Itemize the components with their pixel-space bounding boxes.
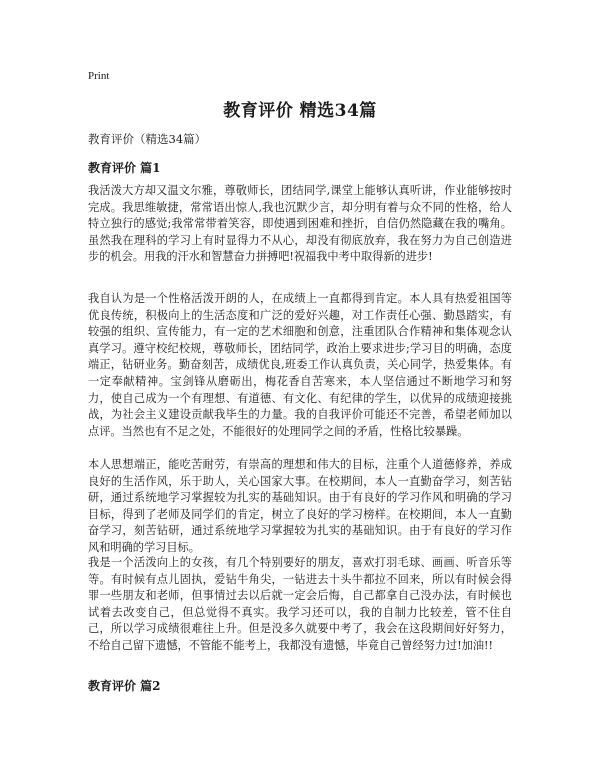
paragraph-1: 我活泼大方却又温文尔雅，尊敬师长，团结同学,课堂上能够认真听讲，作业能够按时完成。我思维敏捷，常常语出惊人,我也沉默少言，却分明有着与众不同的性格，给人特立独行的感觉;我常常带着笑容，即使遇到困难和挫折，自信仍然隐藏在我的嘴角。虽然我在理科的学习上有时显得力不从心，却没有彻底放弃，我在努力为自己创造进步的机会。用我的汗水和智慧奋力拼搏吧!祝福我中考中取得新的进步! [88, 184, 512, 264]
paragraph-4: 我是一个活泼向上的女孩，有几个特别要好的朋友，喜欢打羽毛球、画画、听音乐等等。有时候有点儿固执，爱钻牛角尖，一钻进去十头牛都拉不回来，所以有时候会得罪一些朋友和老师，但事情过去以后就一定会后悔，自己都拿自己没办法，有时候也试着去改变自己，但总觉得不真实。我学习还可以，我的自制力比较差，管不住自己，所以学习成绩很难往上升。但是没多久就要中考了，我会在这段期间好好努力，不给自己留下遗憾，不管能不能考上，我都没有遗憾，毕竟自己曾经努力过!加油!! [88, 556, 512, 652]
section-heading-2: 教育评价 篇2 [88, 679, 161, 693]
document-subtitle: 教育评价（精选34篇） [88, 132, 207, 146]
paragraph-2: 我自认为是一个性格活泼开朗的人，在成绩上一直都得到肯定。本人具有热爱祖国等优良传统，积极向上的生活态度和广泛的爱好兴趣，对工作责任心强、勤恳踏实，有较强的组织、宣传能力，有一定的艺术细胞和创意，注重团队合作精神和集体观念认真学习。遵守校纪校规，尊敬师长，团结同学，政治上要求进步;学习目的明确，态度端正，钻研业务。勤奋刻苦，成绩优良,班委工作认真负责，关心同学，热爱集体。有一定奉献精神。宝剑锋从磨砺出，梅花香自苦寒来，本人坚信通过不断地学习和努力，使自己成为一个有理想、有道德、有文化、有纪律的学生，以优异的成绩迎接挑战，为社会主义建设贡献我毕生的力量。我的自我评价可能还不完善，希望老师加以点评。当然也有不足之处，不能很好的处理同学之间的矛盾，性格比较暴躁。 [88, 292, 512, 438]
document-title: 教育评价 精选34篇 [223, 101, 377, 121]
print-label: Print [88, 70, 110, 82]
section-heading-1: 教育评价 篇1 [88, 161, 161, 175]
paragraph-3: 本人思想端正，能吃苦耐劳，有崇高的理想和伟大的目标，注重个人道德修养，养成良好的生活作风，乐于助人，关心国家大事。在校期间，本人一直勤奋学习，刻苦钻研，通过系统地学习掌握较为扎实的基础知识。由于有良好的学习作风和明确的学习目标，得到了老师及同学们的肯定，树立了良好的学习榜样。在校期间，本人一直勤奋学习，刻苦钻研，通过系统地学习掌握较为扎实的基础知识。由于有良好的学习作风和明确的学习目标。 [88, 458, 512, 554]
